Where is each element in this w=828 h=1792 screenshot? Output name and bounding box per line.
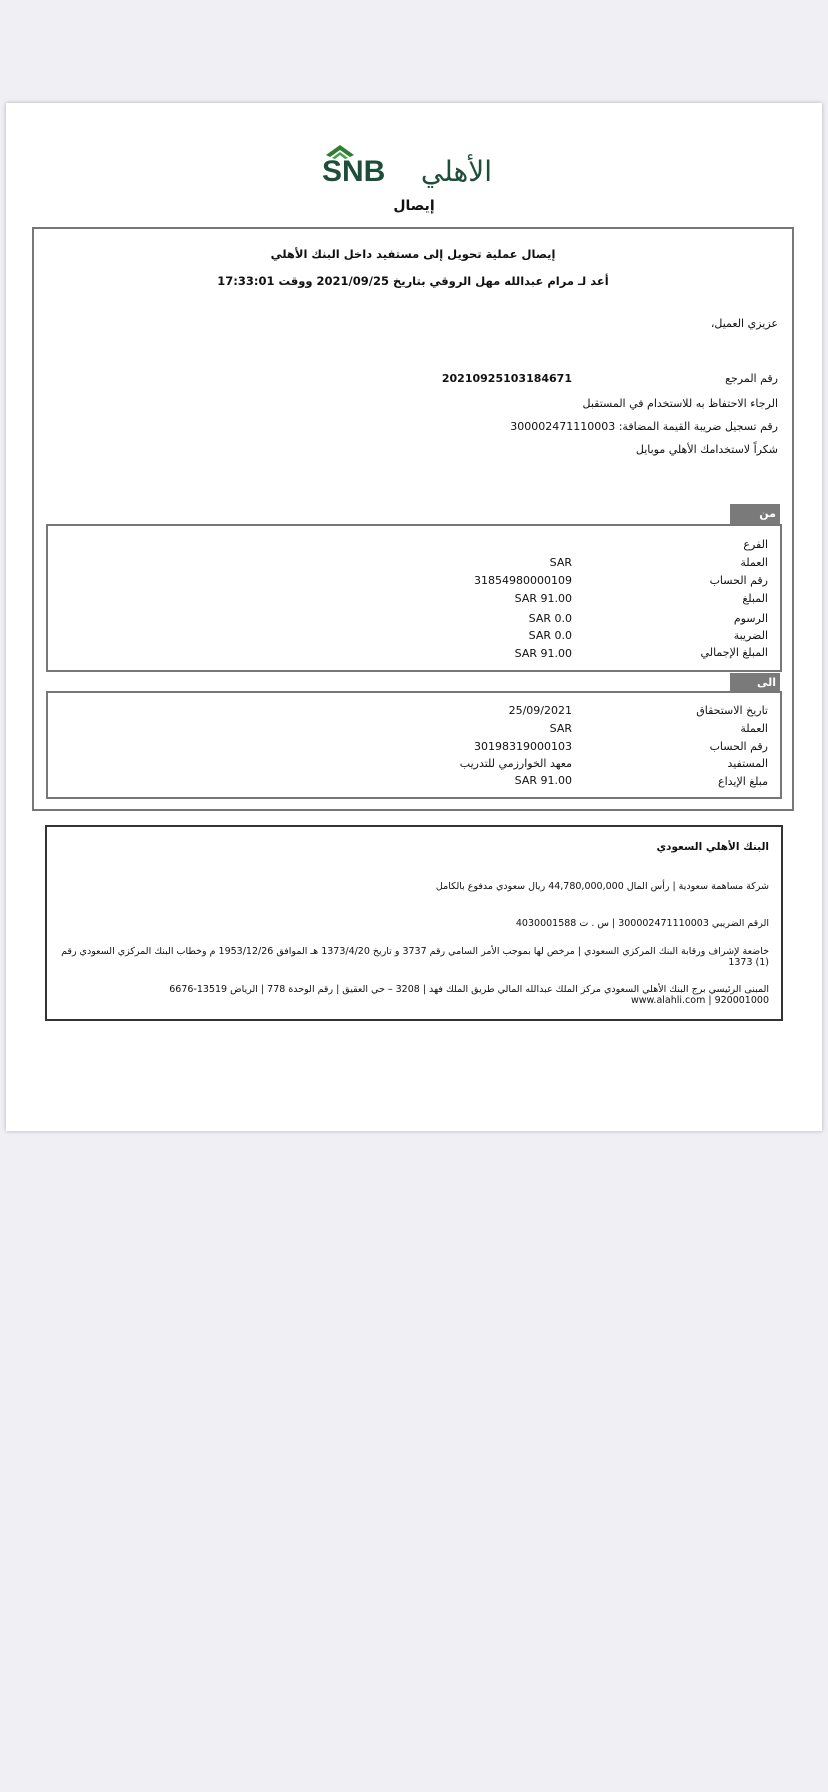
from-label: المبلغ (742, 592, 768, 605)
footer-contact: www.alahli.com | 920001000 (631, 995, 769, 1006)
from-value: SAR (549, 556, 572, 569)
receipt-body (32, 227, 794, 811)
greeting: عزيزي العميل، (710, 317, 778, 330)
to-section (46, 691, 782, 799)
footer-capital: شركة مساهمة سعودية | رأس المال 44,780,000,000 ريال سعودي مدفوع بالكامل (435, 881, 769, 892)
to-label: العملة (740, 722, 768, 735)
to-label: المستفيد (727, 757, 768, 770)
from-section (46, 524, 782, 672)
from-label: العملة (740, 556, 768, 569)
from-label: الرسوم (733, 612, 768, 625)
receipt-heading: إيصال عملية تحويل إلى مستفيد داخل البنك الأهلي (270, 247, 556, 261)
document-title: إيصال (393, 198, 435, 214)
footer-tax: الرقم الضريبي 300002471110003 | س . ت 4030001588 (515, 918, 769, 929)
from-label: المبلغ الإجمالي (700, 646, 768, 659)
thanks-line: شكراً لاستخدامك الأهلي موبايل (635, 443, 778, 456)
logo-arabic: الأهلي (420, 155, 492, 188)
footer-license: خاضعة لإشراف ورقابة البنك المركزي السعودي | مرخص لها بموجب الأمر السامي رقم 3737 و تاريخ 1373/4/20 هـ الموافق 1953/12/26 م وخطاب البنك المركزي السعودي رقم (1) 1373 (61, 946, 769, 968)
reference-value: 20210925103184671 (441, 372, 572, 385)
keep-note: الرجاء الاحتفاظ به للاستخدام في المستقبل (582, 397, 778, 410)
to-value: 25/09/2021 (508, 704, 572, 717)
to-label: مبلغ الإيداع (718, 775, 768, 788)
footer-address: المبنى الرئيسي برج البنك الأهلي السعودي مركز الملك عبدالله المالي طريق الملك فهد | 3208 – حي العقيق | رقم الوحدة 778 | الرياض 13519-6676 (169, 984, 769, 995)
to-value: معهد الخوارزمي للتدريب (459, 757, 572, 770)
footer-bank-name: البنك الأهلي السعودي (656, 841, 769, 853)
to-value: 91.00 SAR (514, 774, 572, 787)
from-label: رقم الحساب (709, 574, 768, 587)
from-label: الضريبة (733, 629, 768, 642)
from-value: 0.0 SAR (528, 612, 572, 625)
prepared-for-line: أعد لـ مرام عبدالله مهل الروقي بتاريخ 2021/09/25 ووقت 17:33:01 (217, 274, 609, 288)
to-value: SAR (549, 722, 572, 735)
logo-latin: SNB (322, 155, 386, 188)
reference-label: رقم المرجع (725, 372, 778, 385)
receipt-page (6, 103, 822, 1131)
vat-line: رقم تسجيل ضريبة القيمة المضافة: 300002471110003 (510, 420, 778, 433)
from-value: 91.00 SAR (514, 647, 572, 660)
from-tab: من (730, 504, 780, 524)
to-tab: الى (730, 673, 780, 693)
from-value: 91.00 SAR (514, 592, 572, 605)
from-label: الفرع (743, 538, 768, 551)
from-value: 31854980000109 (474, 574, 572, 587)
snb-logo (316, 139, 496, 189)
to-label: رقم الحساب (709, 740, 768, 753)
from-value: 0.0 SAR (528, 629, 572, 642)
to-value: 30198319000103 (474, 740, 572, 753)
to-label: تاريخ الاستحقاق (696, 704, 768, 717)
bank-footer (45, 825, 783, 1021)
